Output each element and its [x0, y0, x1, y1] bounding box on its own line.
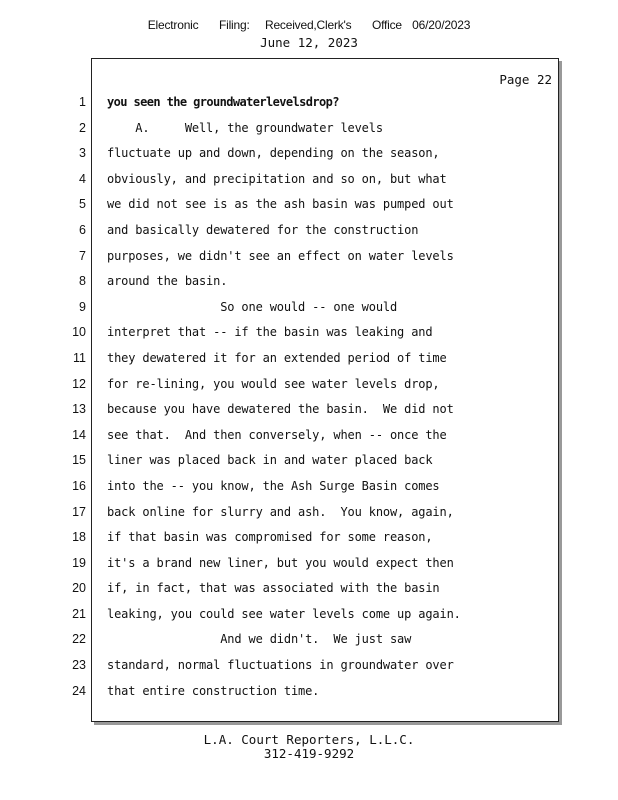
transcript-line: we did not see is as the ash basin was pumped out	[107, 197, 454, 212]
transcript-line: leaking, you could see water levels come up again.	[107, 606, 461, 621]
transcript-line: see that. And then conversely, when -- once the	[107, 427, 447, 442]
filing-stamp: Electronic Filing: Received,Clerk's Office 06/20/2023	[147, 18, 471, 32]
transcript-text-column	[107, 96, 557, 710]
transcript-line: for re-lining, you would see water levels drop,	[107, 376, 440, 391]
line-number: 16	[72, 478, 86, 493]
line-number: 13	[72, 402, 86, 417]
transcript-line: back online for slurry and ash. You know, again,	[107, 504, 454, 519]
line-number: 2	[79, 120, 86, 135]
line-number: 9	[79, 299, 86, 314]
line-number: 10	[72, 325, 86, 340]
line-number: 18	[72, 530, 86, 545]
transcript-line: and basically dewatered for the construction	[107, 222, 419, 237]
transcript-line: if, in fact, that was associated with the basin	[107, 581, 440, 596]
transcript-line: purposes, we didn't see an effect on water levels	[107, 248, 454, 263]
line-number: 7	[79, 248, 86, 263]
transcript-date: June 12, 2023	[260, 35, 358, 50]
transcript-line: if that basin was compromised for some reason,	[107, 530, 433, 545]
transcript-line: around the basin.	[107, 274, 228, 289]
transcript-line: obviously, and precipitation and so on, but what	[107, 171, 447, 186]
line-number: 21	[72, 606, 86, 621]
transcript-line: liner was placed back in and water placed back	[107, 453, 433, 468]
line-number: 20	[72, 581, 86, 596]
transcript-line: standard, normal fluctuations in groundwater over	[107, 658, 454, 673]
line-number: 3	[79, 146, 86, 161]
page-number: Page 22	[499, 72, 552, 87]
line-number: 6	[79, 222, 86, 237]
transcript-line: So one would -- one would	[107, 299, 398, 314]
transcript-line: it's a brand new liner, but you would expect then	[107, 555, 454, 570]
line-number: 1	[79, 95, 86, 109]
line-number: 11	[73, 350, 86, 365]
transcript-line: A. Well, the groundwater levels	[107, 120, 383, 135]
transcript-line: into the -- you know, the Ash Surge Basin comes	[107, 478, 440, 493]
court-reporter-phone: 312-419-9292	[263, 746, 355, 761]
transcript-line: fluctuate up and down, depending on the season,	[107, 146, 440, 161]
transcript-line: that entire construction time.	[107, 683, 320, 698]
line-number: 17	[72, 504, 86, 519]
line-number: 15	[72, 453, 86, 468]
transcript-line: interpret that -- if the basin was leaking and	[107, 325, 433, 340]
transcript-line: you seen the groundwaterlevelsdrop?	[107, 95, 339, 109]
transcript-line: because you have dewatered the basin. We did not	[107, 402, 454, 417]
line-number-column	[60, 96, 86, 710]
transcript-line: And we didn't. We just saw	[107, 632, 412, 647]
line-number: 23	[72, 658, 86, 673]
transcript-line: they dewatered it for an extended period of time	[107, 350, 447, 365]
line-number: 12	[72, 376, 86, 391]
line-number: 5	[79, 197, 86, 212]
line-number: 8	[79, 274, 86, 289]
footer	[0, 733, 618, 761]
line-number: 4	[79, 171, 86, 186]
line-number: 24	[72, 683, 86, 698]
line-number: 22	[72, 632, 86, 647]
court-reporter-name: L.A. Court Reporters, L.L.C.	[203, 732, 415, 747]
line-number: 14	[72, 427, 86, 442]
line-number: 19	[72, 555, 86, 570]
